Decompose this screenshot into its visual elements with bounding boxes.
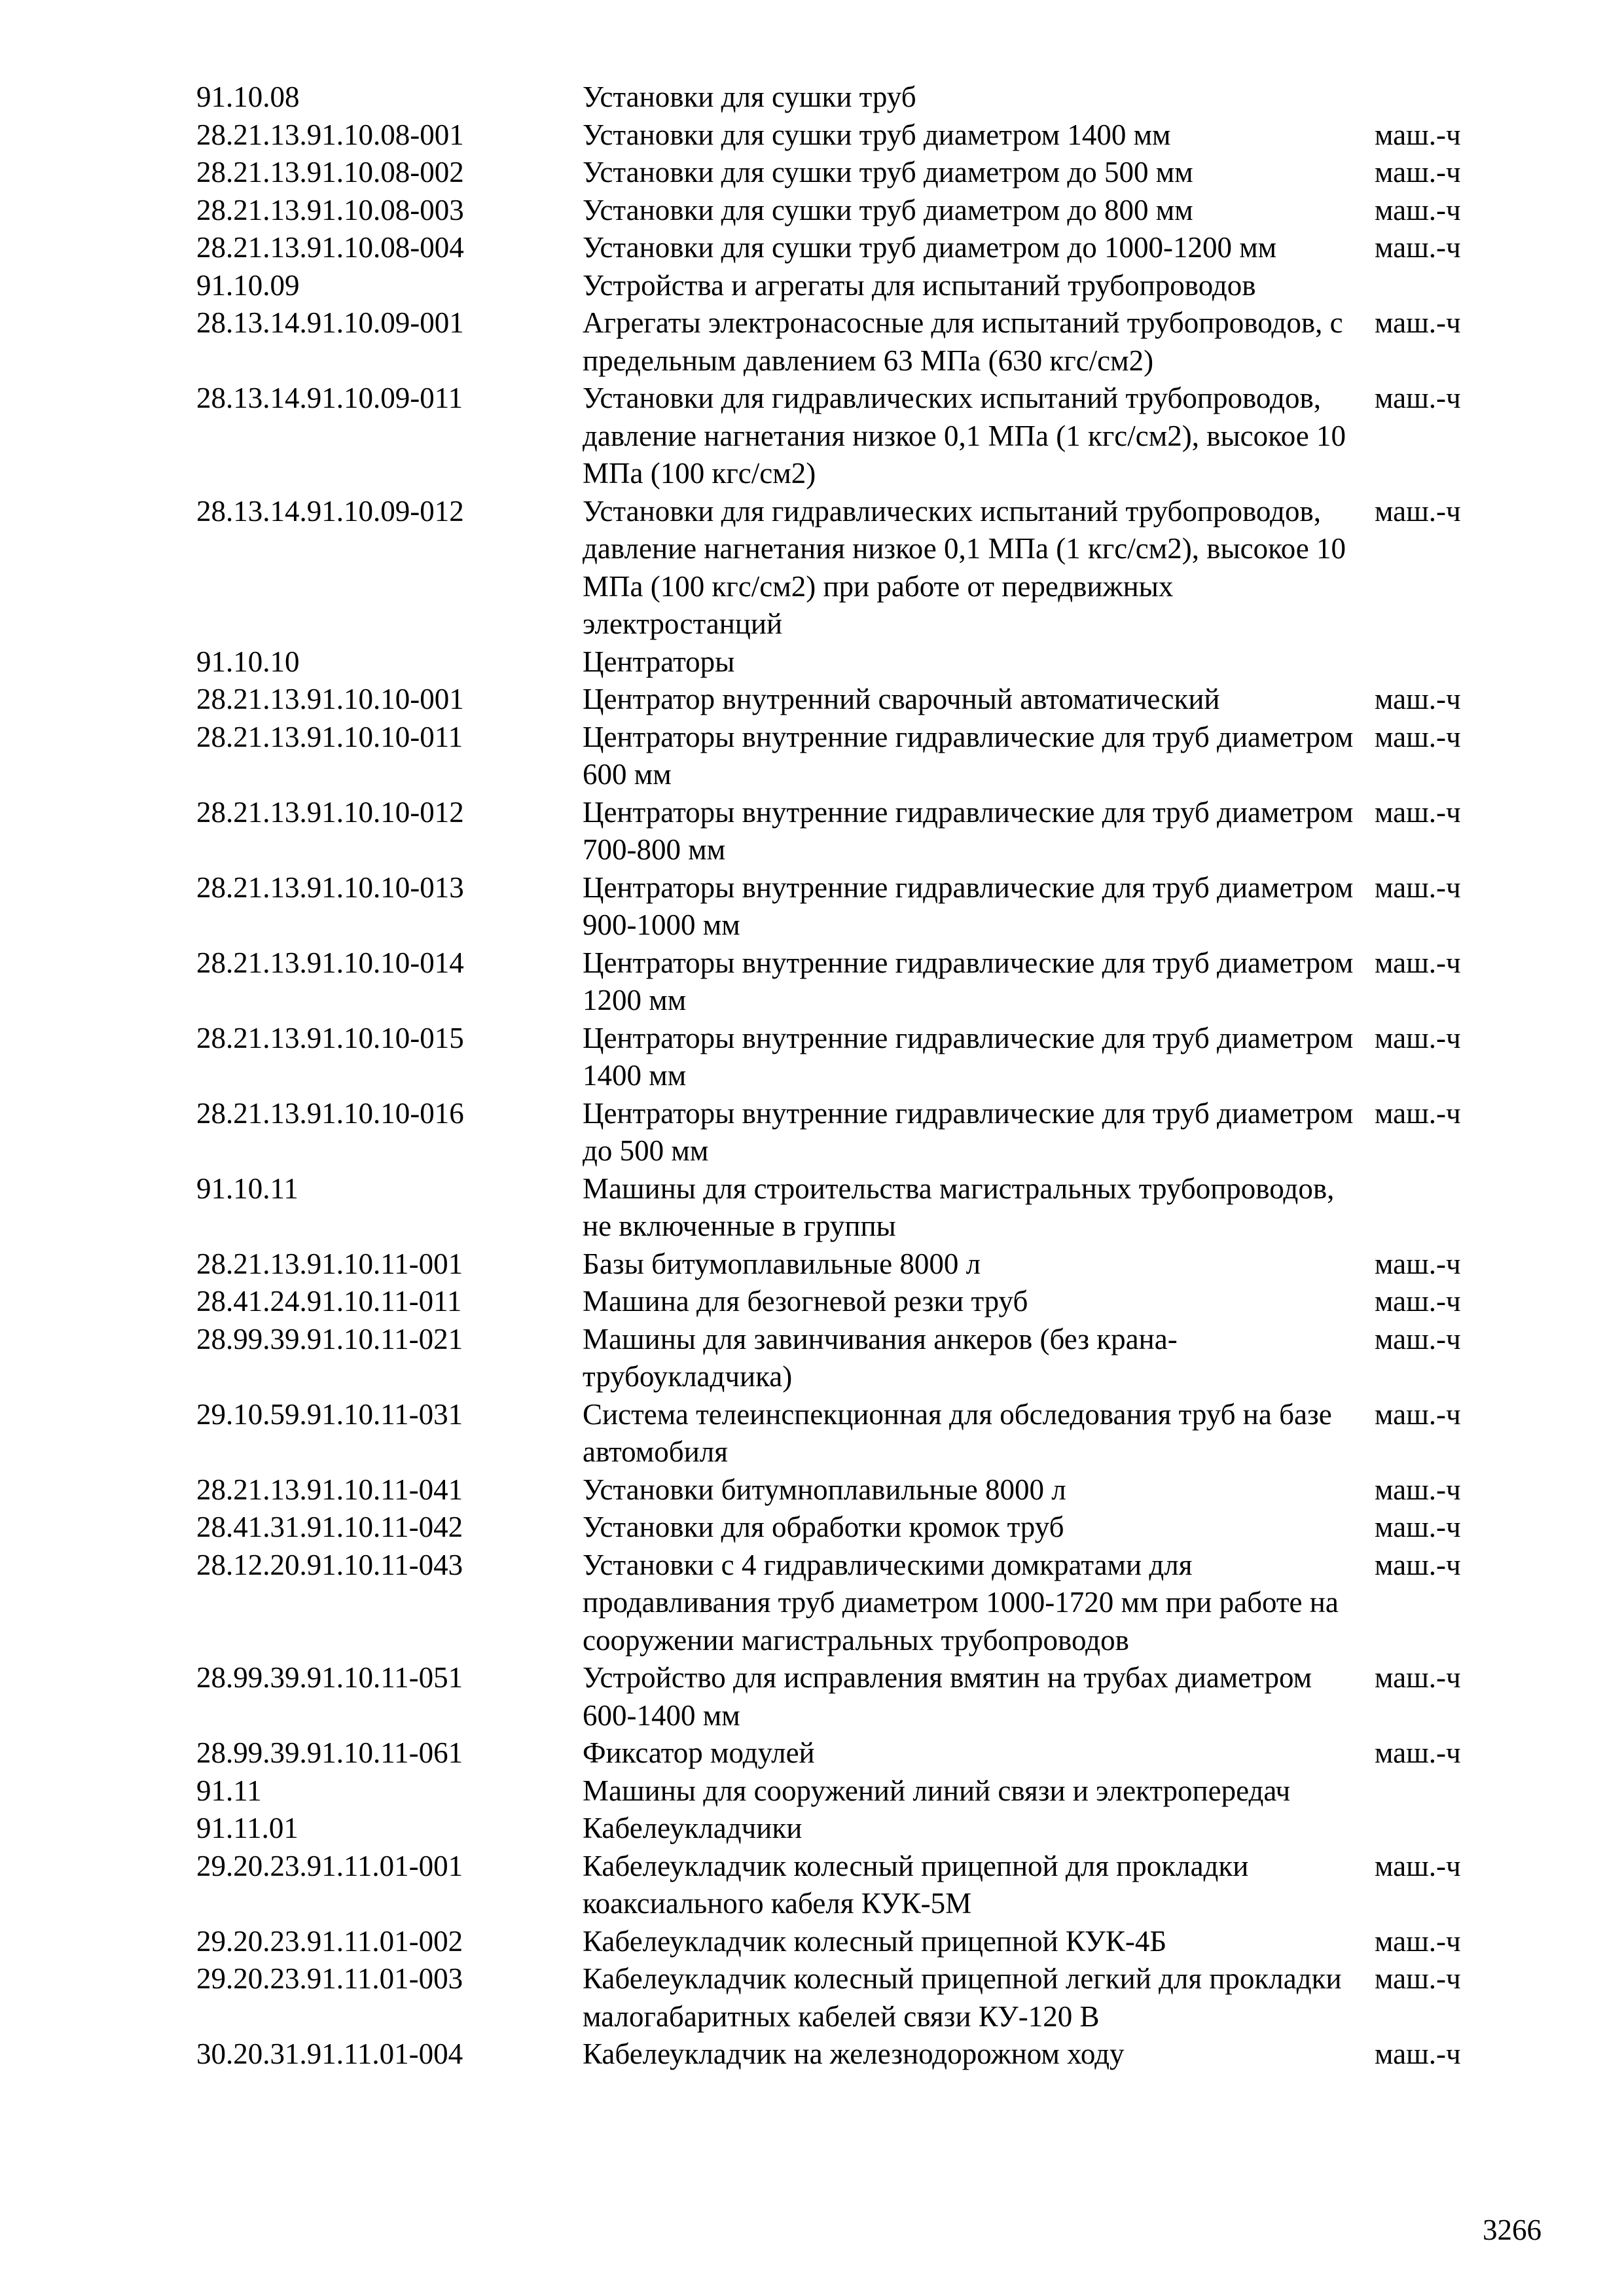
table-row [196,944,1479,1020]
row-unit: маш.-ч [1375,1285,1461,1318]
row-unit: маш.-ч [1375,1021,1461,1054]
row-name: Устройства и агрегаты для испытаний трубопроводов [583,268,1256,302]
row-code: 91.11 [196,1774,262,1807]
table-row [196,1848,1479,1923]
row-code: 28.13.14.91.10.09-011 [196,382,463,414]
row-unit: маш.-ч [1375,795,1461,829]
row-code: 28.41.31.91.10.11-042 [196,1511,463,1543]
row-name: Центраторы [583,645,735,678]
table-row [196,1659,1479,1734]
row-name: Центраторы внутренние гидравлические для труб диаметром 900-1000 мм [583,870,1354,941]
row-name: Агрегаты электронасосные для испытаний трубопроводов, с предельным давлением 63 МПа (630 кгс/см2) [583,306,1343,377]
row-name: Центратор внутренний сварочный автоматический [583,683,1220,715]
row-unit: маш.-ч [1375,231,1461,264]
row-unit: маш.-ч [1375,118,1461,151]
row-name: Фиксатор модулей [583,1736,815,1769]
table-row [196,1509,1479,1547]
row-code: 28.41.24.91.10.11-011 [196,1285,462,1318]
row-code: 28.21.13.91.10.10-013 [196,870,464,904]
table-row [196,1960,1479,2036]
row-unit: маш.-ч [1375,1548,1461,1581]
table-row [196,1810,1479,1848]
row-name: Машины для сооружений линий связи и электропередач [583,1774,1291,1807]
table-row [196,380,1479,493]
row-code: 28.99.39.91.10.11-051 [196,1661,463,1694]
row-code: 28.21.13.91.10.10-001 [196,683,464,715]
row-name: Кабелеукладчик колесный прицепной для прокладки коаксиального кабеля КУК-5М [583,1849,1249,1920]
row-unit: маш.-ч [1375,193,1461,226]
row-code: 28.13.14.91.10.09-012 [196,494,464,528]
table-row [196,869,1479,944]
row-unit: маш.-ч [1375,156,1461,188]
row-name: Центраторы внутренние гидравлические для труб диаметром 700-800 мм [583,795,1354,866]
row-unit: маш.-ч [1375,1473,1461,1506]
row-name: Устройство для исправления вмятин на трубах диаметром 600-1400 мм [583,1661,1312,1732]
row-code: 28.21.13.91.10.11-041 [196,1473,463,1506]
table-row [196,304,1479,380]
row-unit: маш.-ч [1375,1511,1461,1543]
row-unit: маш.-ч [1375,1397,1461,1431]
table-row [196,1923,1479,1961]
row-unit: маш.-ч [1375,2037,1461,2070]
row-name: Машины для строительства магистральных трубопроводов, не включенные в группы [583,1172,1335,1242]
table-row [196,229,1479,267]
table-row [196,719,1479,794]
table-row [196,117,1479,154]
table-row [196,1170,1479,1246]
row-name: Установки для сушки труб диаметром до 500 мм [583,156,1193,188]
row-name: Кабелеукладчик на железнодорожном ходу [583,2037,1125,2070]
table-row [196,794,1479,869]
row-name: Установки для сушки труб диаметром до 1000-1200 мм [583,231,1277,264]
table-row [196,1283,1479,1321]
row-unit: маш.-ч [1375,683,1461,715]
row-code: 28.21.13.91.10.10-012 [196,795,464,829]
row-code: 28.21.13.91.10.08-001 [196,118,464,151]
row-name: Базы битумоплавильные 8000 л [583,1247,981,1280]
row-code: 28.21.13.91.10.10-016 [196,1096,464,1130]
row-code: 30.20.31.91.11.01-004 [196,2037,463,2070]
row-unit: маш.-ч [1375,1661,1461,1694]
table-row [196,79,1479,117]
row-name: Установки для сушки труб диаметром 1400 мм [583,118,1171,151]
row-code: 28.21.13.91.10.10-011 [196,720,463,753]
row-code: 28.99.39.91.10.11-021 [196,1322,463,1355]
row-name: Система телеинспекционная для обследования труб на базе автомобиля [583,1397,1332,1468]
row-name: Машина для безогневой резки труб [583,1285,1028,1318]
row-name: Установки для гидравлических испытаний трубопроводов, давление нагнетания низкое 0,1 МПа (1 кгс/см2), высокое 10 МПа (100 кгс/см2) при работе от передвижных электростанций [583,494,1346,640]
row-unit: маш.-ч [1375,1096,1461,1130]
row-code: 91.10.10 [196,645,300,678]
row-name: Кабелеукладчики [583,1812,803,1844]
table-row [196,1772,1479,1810]
table-row [196,493,1479,643]
table-row [196,1734,1479,1772]
row-unit: маш.-ч [1375,1736,1461,1769]
row-code: 29.20.23.91.11.01-002 [196,1924,463,1958]
table-row [196,1396,1479,1471]
row-unit: маш.-ч [1375,382,1461,414]
table-row [196,681,1479,719]
row-code: 29.20.23.91.11.01-003 [196,1962,463,1995]
row-name: Кабелеукладчик колесный прицепной легкий для прокладки малогабаритных кабелей связи КУ-120 В [583,1962,1342,2033]
table-row [196,1547,1479,1660]
classifier-table [196,79,1479,2073]
row-name: Установки для гидравлических испытаний трубопроводов, давление нагнетания низкое 0,1 МПа (1 кгс/см2), высокое 10 МПа (100 кгс/см2) [583,382,1346,490]
row-name: Установки для сушки труб диаметром до 800 мм [583,193,1193,226]
row-code: 91.11.01 [196,1812,298,1844]
row-unit: маш.-ч [1375,1849,1461,1882]
row-code: 28.21.13.91.10.08-002 [196,156,464,188]
row-code: 28.13.14.91.10.09-001 [196,306,464,339]
row-unit: маш.-ч [1375,870,1461,904]
table-row [196,1020,1479,1095]
row-unit: маш.-ч [1375,1924,1461,1958]
table-row [196,2036,1479,2073]
row-unit: маш.-ч [1375,306,1461,339]
table-row [196,154,1479,192]
row-unit: маш.-ч [1375,1322,1461,1355]
row-code: 29.20.23.91.11.01-001 [196,1849,463,1882]
row-code: 91.10.08 [196,81,300,113]
row-code: 91.10.09 [196,268,300,302]
row-code: 28.12.20.91.10.11-043 [196,1548,463,1581]
page-number: 3266 [1483,2214,1542,2246]
row-code: 28.21.13.91.10.08-003 [196,193,464,226]
table-row [196,267,1479,305]
row-name: Центраторы внутренние гидравлические для труб диаметром до 500 мм [583,1096,1354,1167]
table-row [196,1095,1479,1170]
row-name: Центраторы внутренние гидравлические для труб диаметром 1400 мм [583,1021,1354,1092]
table-row [196,1246,1479,1283]
row-name: Установки для сушки труб [583,81,916,113]
row-unit: маш.-ч [1375,1247,1461,1280]
row-code: 28.21.13.91.10.11-001 [196,1247,463,1280]
row-name: Установки с 4 гидравлическими домкратами для продавливания труб диаметром 1000-1720 мм при работе на сооружении магистральных трубопроводов [583,1548,1339,1657]
row-code: 28.21.13.91.10.10-014 [196,946,464,979]
row-name: Установки битумноплавильные 8000 л [583,1473,1066,1506]
row-unit: маш.-ч [1375,1962,1461,1995]
row-code: 91.10.11 [196,1172,298,1205]
row-code: 29.10.59.91.10.11-031 [196,1397,463,1431]
row-name: Машины для завинчивания анкеров (без крана-трубоукладчика) [583,1322,1178,1393]
row-code: 28.21.13.91.10.10-015 [196,1021,464,1054]
row-code: 28.99.39.91.10.11-061 [196,1736,463,1769]
row-name: Кабелеукладчик колесный прицепной КУК-4Б [583,1924,1167,1958]
row-unit: маш.-ч [1375,946,1461,979]
row-unit: маш.-ч [1375,720,1461,753]
row-code: 28.21.13.91.10.08-004 [196,231,464,264]
row-name: Центраторы внутренние гидравлические для труб диаметром 600 мм [583,720,1354,791]
table-row [196,192,1479,230]
row-name: Центраторы внутренние гидравлические для труб диаметром 1200 мм [583,946,1354,1016]
row-name: Установки для обработки кромок труб [583,1511,1064,1543]
row-unit: маш.-ч [1375,494,1461,528]
table-row [196,1321,1479,1396]
table-row [196,643,1479,681]
table-row [196,1471,1479,1509]
